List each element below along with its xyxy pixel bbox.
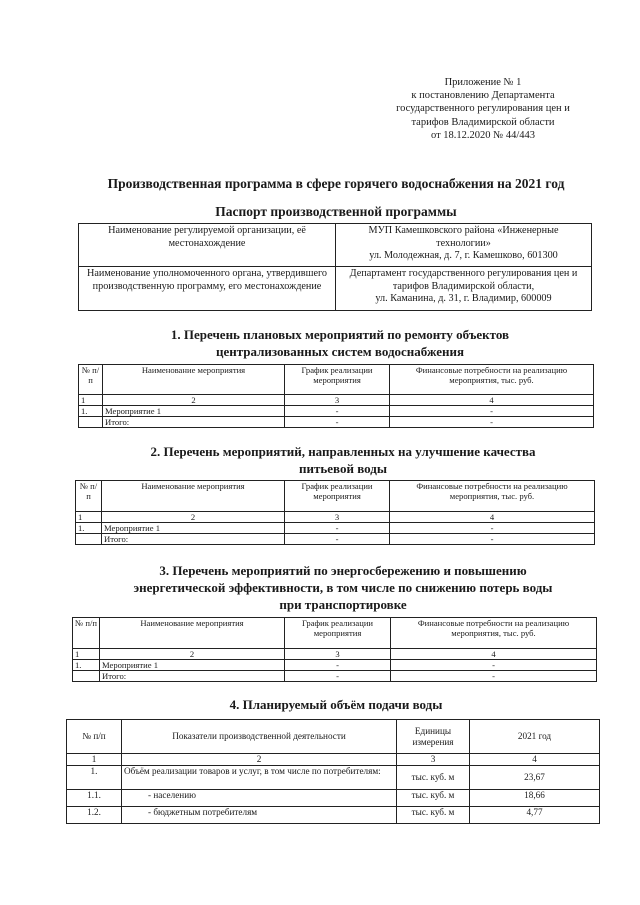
col-number: 2: [102, 512, 285, 523]
row-unit: тыс. куб. м: [397, 807, 470, 824]
table-header-row: [76, 481, 595, 512]
header-schedule: График реализации мероприятия: [285, 365, 390, 395]
section-1-title: [60, 326, 620, 360]
section-1-table: [78, 364, 594, 428]
total-label: Итого:: [102, 534, 285, 545]
passport-value-line: Департамент государственного регулирования цен и тарифов Владимирской области,: [349, 268, 578, 292]
appendix-line: от 18.12.2020 № 44/443: [430, 129, 535, 141]
table-header-row: [67, 720, 600, 754]
passport-label: Наименование уполномоченного органа, утвердившего производственную программу, его местонахождение: [79, 267, 336, 311]
col-number: 3: [285, 649, 391, 660]
row-value: 18,66: [470, 790, 600, 807]
row-schedule: -: [285, 406, 390, 417]
table-header-row: [79, 365, 594, 395]
section-title-line: централизованных систем водоснабжения: [215, 344, 465, 359]
total-finance: -: [390, 417, 594, 428]
col-number: 4: [470, 754, 600, 766]
col-number: 2: [103, 395, 285, 406]
total-schedule: -: [285, 534, 390, 545]
section-title-line: 3. Перечень мероприятий по энергосбережению и повышению: [159, 563, 527, 578]
column-number-row: [79, 395, 594, 406]
passport-row: [79, 224, 592, 267]
header-num: № п/п: [73, 618, 100, 649]
row-finance: -: [391, 660, 597, 671]
section-4-title: 4. Планируемый объём подачи воды: [229, 697, 443, 712]
col-number: 3: [397, 754, 470, 766]
row-indicator: Объём реализации товаров и услуг, в том числе по потребителям:: [122, 766, 397, 790]
appendix-line: тарифов Владимирской области: [411, 116, 555, 128]
appendix-note: [378, 76, 588, 142]
col-number: 1: [76, 512, 102, 523]
table-row: [76, 523, 595, 534]
row-value: 23,67: [470, 766, 600, 790]
section-3-title: [60, 562, 626, 613]
passport-label: Наименование регулируемой организации, её местонахождение: [79, 224, 336, 267]
total-finance: -: [391, 671, 597, 682]
row-indicator: - населению: [122, 790, 397, 807]
appendix-line: к постановлению Департамента: [411, 90, 555, 102]
table-row: [79, 406, 594, 417]
row-num: 1.1.: [67, 790, 122, 807]
row-name: Мероприятие 1: [102, 523, 285, 534]
section-4-table: [66, 719, 600, 824]
total-label: Итого:: [100, 671, 285, 682]
passport-title: Паспорт производственной программы: [215, 204, 457, 219]
col-number: 3: [285, 395, 390, 406]
appendix-line: Приложение № 1: [444, 77, 522, 88]
appendix-line: государственного регулирования цен и: [396, 103, 570, 115]
col-number: 4: [390, 512, 595, 523]
passport-row: [79, 267, 592, 311]
total-label: Итого:: [103, 417, 285, 428]
header-finance: Финансовые потребности на реализацию мероприятия, тыс. руб.: [390, 365, 594, 395]
row-finance: -: [390, 406, 594, 417]
col-number: 1: [67, 754, 122, 766]
header-name: Наименование мероприятия: [103, 365, 285, 395]
passport-value: [336, 267, 592, 311]
row-schedule: -: [285, 523, 390, 534]
table-row: [73, 660, 597, 671]
header-name: Наименование мероприятия: [100, 618, 285, 649]
total-row: [76, 534, 595, 545]
row-unit: тыс. куб. м: [397, 790, 470, 807]
passport-value-line: ул. Молодежная, д. 7, г. Камешково, 601300: [369, 250, 558, 261]
passport-value: [336, 224, 592, 267]
col-number: 1: [79, 395, 103, 406]
row-num: 1.: [76, 523, 102, 534]
row-num: 1.2.: [67, 807, 122, 824]
header-schedule: График реализации мероприятия: [285, 618, 391, 649]
section-title-line: при транспортировке: [279, 597, 407, 612]
row-num: 1.: [79, 406, 103, 417]
row-name: Мероприятие 1: [100, 660, 285, 671]
row-value: 4,77: [470, 807, 600, 824]
row-unit: тыс. куб. м: [397, 766, 470, 790]
row-schedule: -: [285, 660, 391, 671]
col-number: 4: [390, 395, 594, 406]
row-num: 1.: [73, 660, 100, 671]
section-title-line: питьевой воды: [299, 461, 387, 476]
total-schedule: -: [285, 671, 391, 682]
header-num: № п/п: [79, 365, 103, 395]
table-header-row: [73, 618, 597, 649]
header-indicator: Показатели производственной деятельности: [122, 720, 397, 754]
col-number: 2: [122, 754, 397, 766]
total-row: [79, 417, 594, 428]
col-number: 4: [391, 649, 597, 660]
section-title-line: 2. Перечень мероприятий, направленных на улучшение качества: [150, 444, 536, 459]
total-row: [73, 671, 597, 682]
section-3-table: [72, 617, 597, 682]
header-name: Наименование мероприятия: [102, 481, 285, 512]
row-name: Мероприятие 1: [103, 406, 285, 417]
header-unit: Единицы измерения: [397, 720, 470, 754]
table-row: [67, 807, 600, 824]
table-row: [67, 766, 600, 790]
row-indicator: - бюджетным потребителям: [122, 807, 397, 824]
header-finance: Финансовые потребности на реализацию мероприятия, тыс. руб.: [390, 481, 595, 512]
section-title-line: энергетической эффективности, в том числе по снижению потерь воды: [133, 580, 553, 595]
total-schedule: -: [285, 417, 390, 428]
passport-table: [78, 223, 592, 311]
document-title: Производственная программа в сфере горячего водоснабжения на 2021 год: [107, 176, 565, 191]
passport-value-line: МУП Камешковского района «Инженерные технологии»: [368, 225, 559, 249]
column-number-row: [76, 512, 595, 523]
header-num: № п/п: [76, 481, 102, 512]
header-schedule: График реализации мероприятия: [285, 481, 390, 512]
section-2-title: [60, 443, 626, 477]
table-row: [67, 790, 600, 807]
section-2-table: [75, 480, 595, 545]
col-number: 3: [285, 512, 390, 523]
header-num: № п/п: [67, 720, 122, 754]
header-year: 2021 год: [470, 720, 600, 754]
row-num: 1.: [67, 766, 122, 790]
section-title-line: 1. Перечень плановых мероприятий по ремонту объектов: [170, 327, 510, 342]
header-finance: Финансовые потребности на реализацию мероприятия, тыс. руб.: [391, 618, 597, 649]
total-finance: -: [390, 534, 595, 545]
column-number-row: [73, 649, 597, 660]
passport-value-line: ул. Каманина, д. 31, г. Владимир, 600009: [375, 293, 552, 304]
row-finance: -: [390, 523, 595, 534]
col-number: 1: [73, 649, 100, 660]
col-number: 2: [100, 649, 285, 660]
column-number-row: [67, 754, 600, 766]
